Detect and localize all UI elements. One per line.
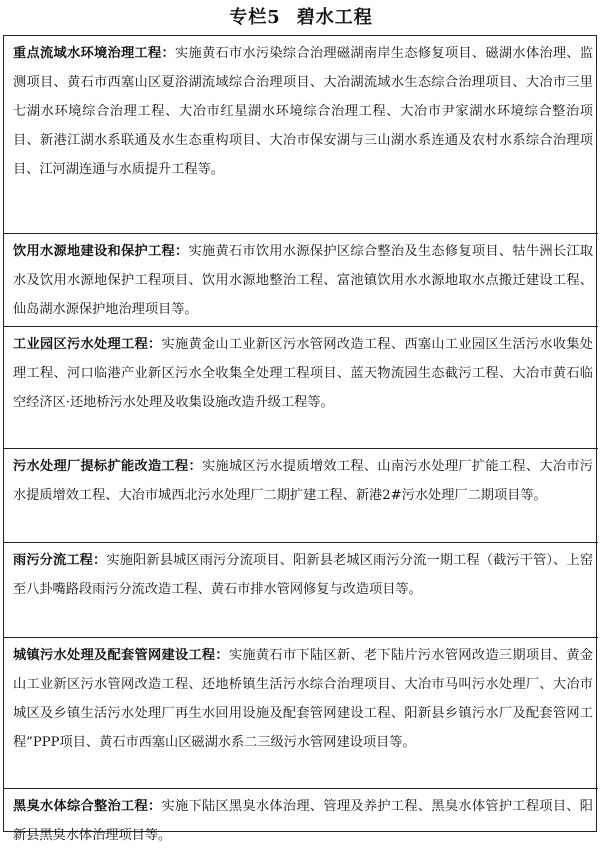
section-drinking-water-source — [4, 233, 598, 326]
section-rain-sewage-separation — [4, 542, 598, 637]
section-heading: 饮用水源地建设和保护工程： — [13, 244, 189, 259]
section-wastewater-plant-upgrade — [4, 448, 598, 542]
section-body: 实施阳新县城区雨污分流项目、阳新县老城区雨污分流一期工程（截污干管）、上窑至八卦嘴路段雨污分流改造工程、黄石市排水管网修复与改造项目等。 — [13, 553, 594, 597]
section-body: 实施城区污水提质增效工程、山南污水处理厂扩能工程、大冶市污水提质增效工程、大冶市城西北污水处理厂二期扩建工程、新港2#污水处理厂二期项目等。 — [13, 459, 593, 503]
page-title — [0, 6, 602, 30]
section-heading: 雨污分流工程： — [13, 553, 107, 568]
section-heading: 工业园区污水处理工程： — [13, 337, 162, 352]
section-industrial-park-sewage — [4, 326, 598, 448]
section-body: 实施黄石市饮用水源保护区综合整治及生态修复项目、牯牛洲长江取水及饮用水源地保护工程项目、饮用水源地整治工程、富池镇饮用水水源地取水点搬迁建设工程、仙岛湖水源保护地治理项目等。 — [13, 244, 594, 317]
section-heading: 重点流域水环境治理工程： — [13, 46, 175, 61]
column-name: 碧水工程 — [296, 7, 373, 28]
section-body: 实施下陆区黑臭水体治理、管理及养护工程、黑臭水体管护工程项目、阳新县黑臭水体治理项目等。 — [13, 799, 593, 843]
section-heading: 城镇污水处理及配套管网建设工程： — [13, 648, 229, 663]
section-body: 实施黄石市下陆区新、老下陆片污水管网改造三期项目、黄金山工业新区污水管网改造工程、还地桥镇生活污水综合治理项目、大冶市马叫污水处理厂、大冶市城区及乡镇生活污水处理厂再生水回用设施及配套管网建设工程、阳新县乡镇污水厂及配套管网工程”PPP项目、黄石市西塞山区磁湖水系二三级污水管网建设项目等。 — [13, 648, 594, 750]
section-heading: 黑臭水体综合整治工程： — [13, 799, 162, 814]
content-box — [3, 35, 597, 843]
section-watershed-environment — [4, 36, 598, 233]
section-body: 实施黄金山工业新区污水管网改造工程、西塞山工业园区生活污水收集处理工程、河口临港产业新区污水全收集全处理工程项目、蓝天物流园生态截污工程、大冶市黄石临空经济区·还地桥污水处理及收集设施改造升级工程等。 — [13, 337, 593, 410]
section-black-odorous-water — [4, 788, 598, 843]
section-body: 实施黄石市水污染综合治理磁湖南岸生态修复项目、磁湖水体治理、监测项目、黄石市西塞山区夏浴湖流域综合治理项目、大冶湖流域水生态综合治理项目、大冶市三里七湖水环境综合治理工程、大冶市红星湖水环境综合治理工程、大冶市尹家湖水环境综合整治项目、新港江湖水系联通及水生态重构项目、大冶市保安湖与三山湖水系连通及农村水系综合治理项目、江河湖连通与水质提升工程等。 — [13, 46, 594, 177]
column-number: 专栏5 — [229, 7, 281, 28]
section-urban-sewage-network — [4, 637, 598, 788]
section-heading: 污水处理厂提标扩能改造工程： — [13, 459, 202, 474]
